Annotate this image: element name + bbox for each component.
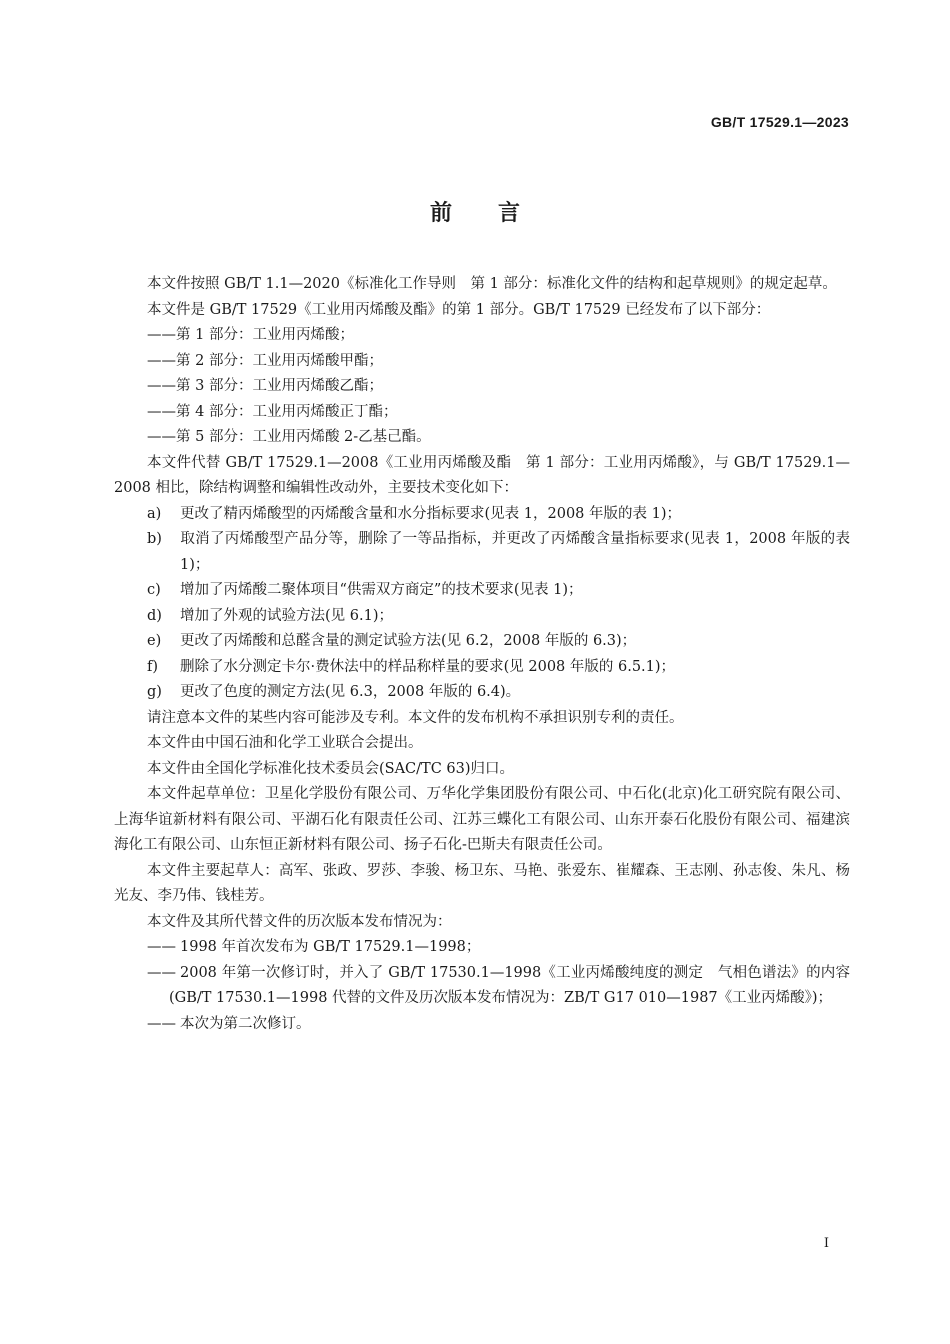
change-label: c) [147,582,161,598]
patent-notice: 请注意本文件的某些内容可能涉及专利。本文件的发布机构不承担识别专利的责任。 [147,709,684,726]
change-item [114,680,850,706]
change-text: 增加了丙烯酸二聚体项目“供需双方商定”的技术要求(见表 1)； [180,582,583,598]
proposer-paragraph: 本文件由中国石油和化学工业联合会提出。 [147,735,423,751]
replace-paragraph: 本文件代替 GB/T 17529.1—2008《工业用丙烯酸及酯 第 1 部分：工业用丙烯酸》，与 GB/T 17529.1—2008 相比，除结构调整和编辑性改动外，主要技术变化如下： [114,454,850,496]
change-label: g) [147,684,162,700]
history-item [114,961,850,1012]
history-dash: —— [147,964,176,981]
history-item [114,1012,850,1038]
part-list-item: ——第 1 部分：工业用丙烯酸； [147,327,354,343]
change-text: 更改了色度的测定方法(见 6.3，2008 年版的 6.4)。 [180,684,521,700]
history-text: 1998 年首次发布为 GB/T 17529.1—1998； [180,939,481,955]
history-dash: —— [147,1015,176,1032]
change-text: 更改了精丙烯酸型的丙烯酸含量和水分指标要求(见表 1，2008 年版的表 1)； [180,505,681,522]
change-text: 增加了外观的试验方法(见 6.1)； [180,607,393,624]
drafters-paragraph: 本文件主要起草人：高军、张政、罗莎、李骏、杨卫东、马艳、张爱东、崔耀森、王志刚、孙志俊、朱凡、杨光友、李乃伟、钱桂芳。 [114,862,850,904]
change-label: b) [147,531,162,547]
part-list-item: ——第 4 部分：工业用丙烯酸正丁酯； [147,403,398,420]
intro-paragraph-1: 本文件按照 GB/T 1.1—2020《标准化工作导则 第 1 部分：标准化文件的结构和起草规则》的规定起草。 [147,276,837,292]
history-dash: —— [147,939,176,955]
history-item [114,935,850,961]
change-item [114,502,850,528]
change-label: a) [147,505,162,522]
change-label: d) [147,607,162,624]
drafting-units-paragraph: 本文件起草单位：卫星化学股份有限公司、万华化学集团股份有限公司、中石化(北京)化工研究院有限公司、上海华谊新材料有限公司、平湖石化有限责任公司、江苏三蝶化工有限公司、山东开泰石化股份有限公司、福建滨海化工有限公司、山东恒正新材料有限公司、扬子石化-巴斯夫有限责任公司。 [114,786,850,853]
part-list-item: ——第 5 部分：工业用丙烯酸 2-乙基己酯。 [147,429,431,445]
page-number: I [823,1236,829,1251]
change-item [114,629,850,655]
foreword-body [114,272,850,1037]
change-label: f) [147,658,159,675]
history-intro: 本文件及其所代替文件的历次版本发布情况为： [147,913,452,930]
change-text: 更改了丙烯酸和总醛含量的测定试验方法(见 6.2，2008 年版的 6.3)； [180,633,637,649]
change-item [114,604,850,630]
part-list-item: ——第 2 部分：工业用丙烯酸甲酯； [147,352,383,369]
intro-paragraph-2: 本文件是 GB/T 17529《工业用丙烯酸及酯》的第 1 部分。GB/T 17529 已经发布了以下部分： [147,301,771,318]
committee-paragraph: 本文件由全国化学标准化技术委员会(SAC/TC 63)归口。 [147,760,515,777]
change-item [114,655,850,681]
part-list-item: ——第 3 部分：工业用丙烯酸乙酯； [147,378,383,394]
change-label: e) [147,633,162,649]
change-item [114,578,850,604]
history-text: 本次为第二次修订。 [180,1015,311,1032]
standard-number: GB/T 17529.1—2023 [710,114,849,130]
page-title: 前言 [429,201,566,226]
change-text: 取消了丙烯酸型产品分等，删除了一等品指标，并更改了丙烯酸含量指标要求(见表 1，2008 年版的表 1)； [180,531,850,573]
change-item [114,527,850,578]
change-text: 删除了水分测定卡尔·费休法中的样品称样量的要求(见 2008 年版的 6.5.1)； [180,658,676,675]
history-text: 2008 年第一次修订时，并入了 GB/T 17530.1—1998《工业丙烯酸纯度的测定 气相色谱法》的内容(GB/T 17530.1—1998 代替的文件及历次版本发布情况为：ZB/T G17 010—1987《工业丙烯酸》)； [169,964,850,1006]
